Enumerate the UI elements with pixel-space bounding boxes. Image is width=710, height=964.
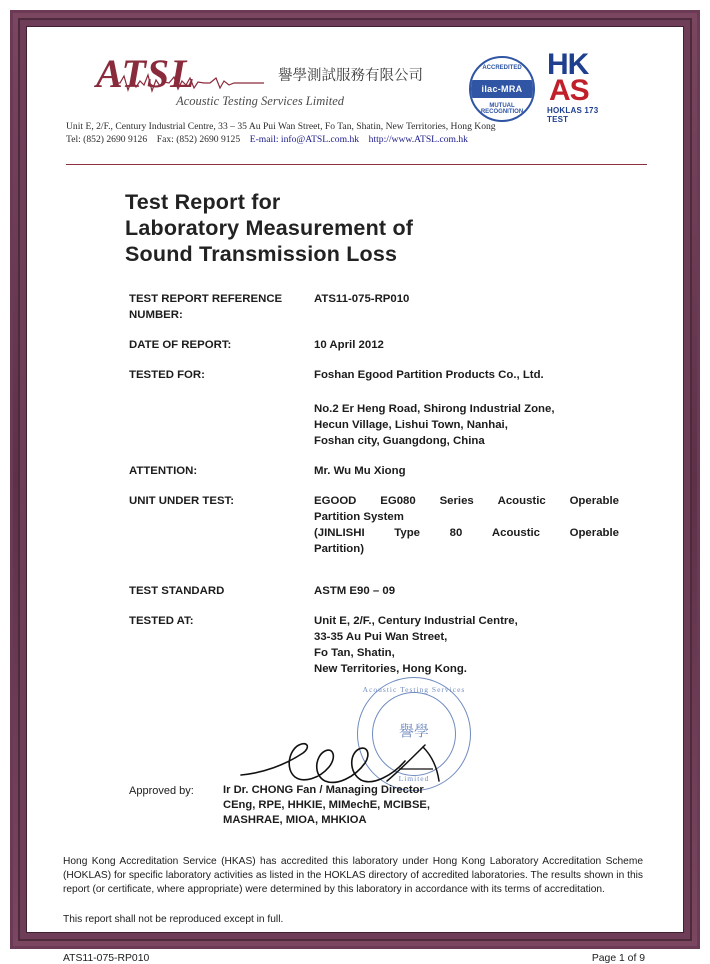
field-value: Mr. Wu Mu Xiong [314, 465, 406, 477]
uut-word: 80 [449, 527, 463, 539]
field-row-date-of-report [129, 337, 619, 353]
uut-word: Series [439, 495, 474, 507]
fax: Fax: (852) 2690 9125 [156, 134, 241, 145]
field-label: UNIT UNDER TEST: [129, 495, 235, 507]
field-label: TESTED FOR: [129, 369, 205, 381]
title-line-3: Sound Transmission Loss [125, 242, 398, 266]
website[interactable]: http://www.ATSL.com.hk [368, 134, 468, 145]
uut-word: Type [394, 527, 420, 539]
field-value: ATS11-075-RP010 [314, 293, 410, 305]
stamp-top-text: Acoustic Testing Services [362, 685, 466, 694]
field-label: TEST REPORT REFERENCE NUMBER: [129, 293, 283, 321]
field-value: Foshan Egood Partition Products Co., Ltd. [314, 369, 544, 381]
field-label: ATTENTION: [129, 465, 198, 477]
logo-subtitle: Acoustic Testing Services Limited [176, 94, 344, 108]
field-label: TESTED AT: [129, 615, 194, 627]
field-value: ASTM E90 – 09 [314, 585, 396, 597]
telephone: Tel: (852) 2690 9126 [66, 134, 148, 145]
field-row-unit-under-test [129, 493, 619, 557]
field-row-test-standard [129, 583, 619, 599]
field-value [314, 493, 619, 557]
field-row-tested-for [129, 367, 619, 383]
report-metadata [129, 291, 619, 677]
hoklas-reference: HOKLAS 173 [547, 106, 599, 115]
uut-word: Operable [569, 495, 619, 507]
address-line: Foshan city, Guangdong, China [314, 435, 485, 447]
tested-at-line: Unit E, 2/F., Century Industrial Centre, [314, 615, 518, 627]
email[interactable]: E-mail: info@ATSL.com.hk [249, 134, 360, 145]
field-value [314, 613, 619, 677]
field-row-tested-at [129, 613, 619, 677]
uut-word: (JINLISHI [314, 527, 365, 539]
field-row-reference-number [129, 291, 619, 323]
company-address [66, 120, 626, 146]
address-line: Hecun Village, Lishui Town, Nanhai, [314, 419, 508, 431]
uut-word: Acoustic [491, 527, 540, 539]
handwritten-signature [237, 735, 467, 789]
company-logo [96, 51, 423, 109]
uut-line-4: Partition) [314, 543, 364, 555]
logo-chinese-name: 譽學測試服務有限公司 [278, 68, 423, 84]
tested-at-line: Fo Tan, Shatin, [314, 647, 395, 659]
field-row-attention [129, 463, 619, 479]
approver-qualifications-2: MASHRAE, MIOA, MHKIOA [223, 814, 367, 826]
field-label: TEST STANDARD [129, 585, 225, 597]
approved-by-label: Approved by: [129, 785, 194, 797]
field-value: 10 April 2012 [314, 339, 384, 351]
stamp-chinese-text: 譽學 [398, 722, 429, 740]
hkas-as-text: AS [549, 74, 589, 107]
hkas-hoklas-logo [547, 48, 633, 128]
footer-reference: ATS11-075-RP010 [63, 953, 150, 964]
accreditation-statement: Hong Kong Accreditation Service (HKAS) has accredited this laboratory under Hong Kong Laboratory Accreditation Scheme (HOKLAS) for specific laboratory activities as listed in the HOKLAS directory of accredited laboratories. The results shown in this report (or certificate, where appropriate) were determined by this laboratory in accordance with its terms of accreditation. [63, 856, 643, 895]
document-sheet [33, 33, 677, 964]
approver-qualifications-1: CEng, RPE, HHKIE, MIMechE, MCIBSE, [223, 799, 430, 811]
footer-page-number: Page 1 of 9 [591, 953, 645, 964]
address-line: No.2 Er Heng Road, Shirong Industrial Zone, [314, 403, 555, 415]
signature-block [129, 685, 677, 841]
uut-word: EG080 [380, 495, 416, 507]
address-line-2 [66, 133, 626, 146]
field-label: DATE OF REPORT: [129, 339, 232, 351]
uut-line-2: Partition System [314, 511, 404, 523]
approver-name: Ir Dr. CHONG Fan / Managing Director [223, 784, 424, 796]
hkas-hk-text: HK [547, 48, 589, 81]
ilac-band-text: ilac-MRA [471, 80, 533, 98]
report-title [125, 189, 677, 267]
uut-word: EGOOD [314, 495, 357, 507]
address-line-1: Unit E, 2/F., Century Industrial Centre, 33 – 35 Au Pui Wan Street, Fo Tan, Shatin, New Territories, Hong Kong [66, 121, 496, 132]
ilac-arc-bottom-text: MUTUAL RECOGNITION [480, 103, 524, 115]
ilac-mra-logo [469, 56, 535, 122]
title-line-1: Test Report for [125, 190, 281, 214]
stamp-bottom-text: Limited [398, 774, 430, 783]
title-line-2: Laboratory Measurement of [125, 216, 414, 240]
uut-line-1 [314, 493, 619, 509]
uut-word: Acoustic [497, 495, 546, 507]
tested-at-line: New Territories, Hong Kong. [314, 663, 467, 675]
letterhead [66, 50, 647, 165]
approver-details [223, 783, 430, 828]
reproduction-statement: This report shall not be reproduced except in full. [63, 914, 284, 925]
hoklas-test-label: TEST [547, 115, 569, 124]
ilac-arc-top-text: ACCREDITED [482, 65, 522, 71]
tested-at-line: 33-35 Au Pui Wan Street, [314, 631, 448, 643]
tested-for-address [314, 401, 619, 449]
uut-word: Operable [569, 527, 619, 539]
logo-wordmark: ATSL [96, 51, 196, 96]
uut-line-3 [314, 525, 619, 541]
